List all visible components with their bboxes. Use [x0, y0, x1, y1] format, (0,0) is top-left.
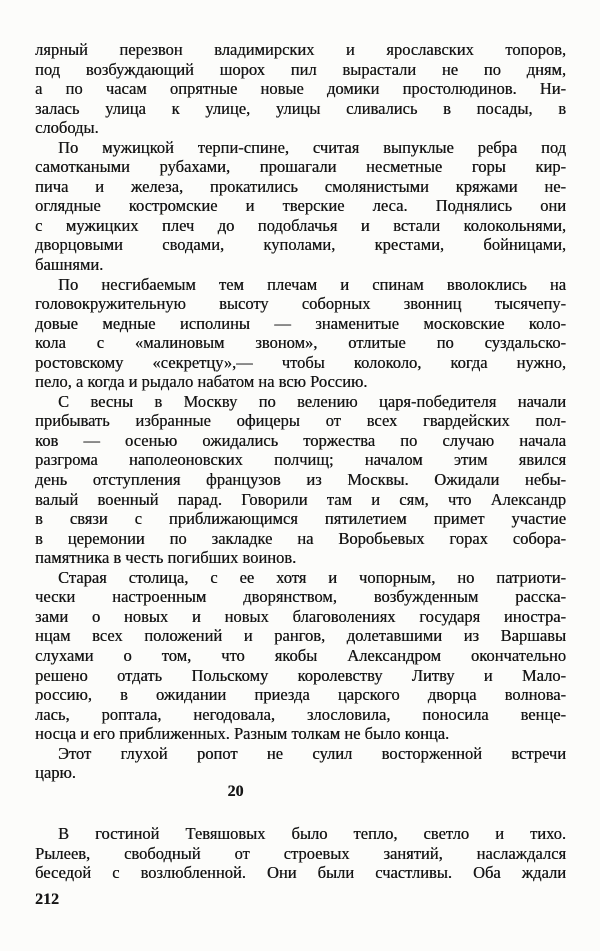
- text-line: царю.: [35, 763, 76, 783]
- text-line: лась, роптала, негодовала, злословила, поносила венце-: [35, 704, 566, 724]
- paragraph: [35, 275, 566, 392]
- text-line: пича и железа, прокатились смолянистыми кряжами не-: [35, 176, 566, 196]
- text-line: а по часам опрятные новые домики простолюдинов. Ни-: [35, 79, 566, 99]
- text-line: ростовскому «секретцу»,— чтобы колоколо, когда нужно,: [35, 352, 566, 372]
- paragraph: [35, 392, 566, 568]
- text-line: беседой с возлюбленной. Они были счастливы. Оба ждали: [35, 863, 566, 883]
- body-text-after-section: [35, 824, 566, 883]
- text-line: Рылеев, свободный от строевых занятий, наслаждался: [35, 843, 566, 863]
- text-line: По мужицкой терпи-спине, считая выпуклые ребра под: [58, 137, 566, 157]
- text-line: С весны в Москву по велению царя-победителя начали: [58, 391, 566, 411]
- text-line: довые медные исполины — знаменитые московские коло-: [35, 313, 566, 333]
- text-line: башнями.: [35, 255, 104, 275]
- text-line: россию, в ожидании приезда царского дворца волнова-: [35, 685, 566, 705]
- text-line: день отступления французов из Москвы. Ожидали небы-: [35, 470, 566, 490]
- text-line: ков — осенью ожидались торжества по случаю начала: [35, 430, 566, 450]
- text-line: в церемонии по закладке на Воробьевых горах собора-: [35, 528, 566, 548]
- text-line: залась улица к улице, улицы сливались в посады, в: [35, 98, 566, 118]
- text-line: головокружительную высоту соборных звонниц тысячепу-: [35, 294, 566, 314]
- page-number: 212: [35, 891, 59, 908]
- text-line: решено отдать Польскому королевству Литву и Мало-: [35, 665, 566, 685]
- text-line: носца и его приближенных. Разным толкам не было конца.: [35, 724, 450, 744]
- text-line: Старая столица, с ее хотя и чопорным, но патриоти-: [58, 567, 566, 587]
- text-line: прибывать избранные офицеры от всех гвардейских пол-: [35, 411, 566, 431]
- text-line: валый военный парад. Говорили там и сям, что Александр: [35, 489, 566, 509]
- paragraph: [35, 138, 566, 275]
- text-line: с мужицких плеч до подоблачья и встали колокольнями,: [35, 215, 566, 235]
- text-line: лярный перезвон владимирских и ярославских топоров,: [35, 40, 566, 59]
- text-line: По несгибаемым тем плечам и спинам вволоклись на: [58, 274, 566, 294]
- text-line: зами о новых и новых благоволениях государя иностра-: [35, 606, 566, 626]
- text-line: в связи с приближающимся пятилетием примет участие: [35, 509, 566, 529]
- text-line: чески настроенным дворянством, возбужденным расска-: [35, 587, 566, 607]
- paragraph: [35, 744, 566, 783]
- text-line: слободы.: [35, 118, 99, 138]
- text-line: самоткаными рубахами, прошагали несметные горы кир-: [35, 157, 566, 177]
- text-line: памятника в честь погибших воинов.: [35, 548, 297, 568]
- text-line: дворцовыми сводами, куполами, крестами, бойницами,: [35, 235, 566, 255]
- section-heading: 20: [227, 783, 244, 800]
- paragraph: [35, 40, 566, 138]
- text-line: кола с «малиновым звоном», отлитые по суздальско-: [35, 333, 566, 353]
- paragraph: [35, 824, 566, 883]
- text-line: слухами о том, что якобы Александром окончательно: [35, 645, 566, 665]
- text-line: оглядные костромские и тверские леса. Поднялись они: [35, 196, 566, 216]
- text-line: разгрома наполеоновских полчищ; началом этим явился: [35, 450, 566, 470]
- text-line: под возбуждающий шорох пил вырастали не по дням,: [35, 59, 566, 79]
- text-line: нцам всех положений и рангов, долетавшими из Варшавы: [35, 626, 566, 646]
- text-line: Этот глухой ропот не сулил восторженной встречи: [58, 743, 566, 763]
- text-line: В гостиной Тевяшовых было тепло, светло и тихо.: [58, 824, 566, 843]
- paragraph: [35, 568, 566, 744]
- text-line: пело, а когда и рыдало набатом на всю Россию.: [35, 372, 368, 392]
- body-text-before-section: [35, 40, 566, 783]
